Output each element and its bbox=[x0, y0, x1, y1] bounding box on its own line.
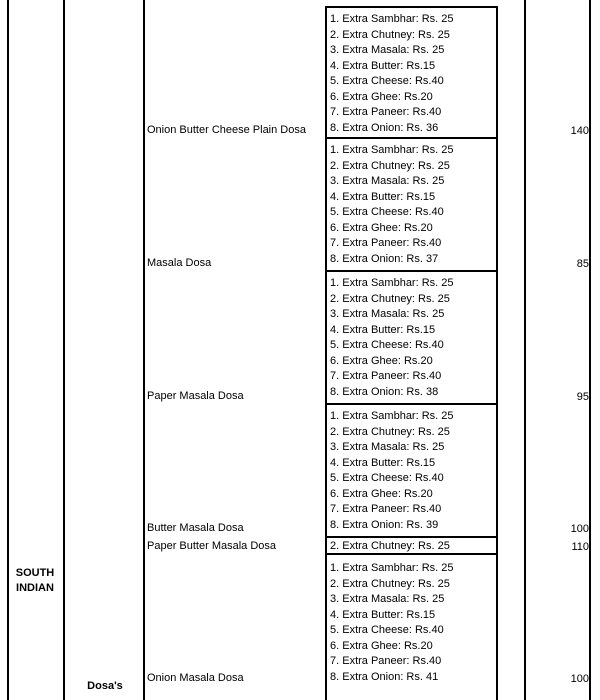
extras-box bbox=[325, 538, 498, 555]
extra-option: 5. Extra Cheese: Rs.40 bbox=[330, 75, 444, 87]
column-divider-3 bbox=[143, 0, 145, 700]
extra-option: 8. Extra Onion: Rs. 38 bbox=[330, 385, 439, 398]
extra-option: 2. Extra Chutney: Rs. 25 bbox=[330, 540, 450, 552]
menu-item-price: 110 bbox=[571, 541, 589, 553]
extra-option: 7. Extra Paneer: Rs.40 bbox=[330, 655, 442, 667]
menu-item-name: Paper Butter Masala Dosa bbox=[147, 540, 277, 552]
menu-item-name: Onion Butter Cheese Plain Dosa bbox=[147, 124, 306, 136]
extra-option: 6. Extra Ghee: Rs.20 bbox=[330, 354, 433, 367]
extra-option: 3. Extra Masala: Rs. 25 bbox=[330, 175, 445, 187]
extra-option: 4. Extra Butter: Rs.15 bbox=[330, 456, 436, 469]
extra-option: 3. Extra Masala: Rs. 25 bbox=[330, 593, 445, 605]
extra-option: 8. Extra Onion: Rs. 41 bbox=[330, 670, 439, 683]
extras-box bbox=[325, 6, 498, 139]
column-divider-5 bbox=[589, 0, 591, 700]
extra-option: 4. Extra Butter: Rs.15 bbox=[330, 59, 436, 72]
extra-option: 7. Extra Paneer: Rs.40 bbox=[330, 106, 442, 118]
extra-option: 3. Extra Masala: Rs. 25 bbox=[330, 441, 445, 453]
menu-item-price: 85 bbox=[576, 258, 589, 270]
extra-option: 8. Extra Onion: Rs. 37 bbox=[330, 252, 439, 265]
extra-option: 7. Extra Paneer: Rs.40 bbox=[330, 503, 442, 515]
extra-option: 4. Extra Butter: Rs.15 bbox=[330, 608, 436, 621]
extra-option: 4. Extra Butter: Rs.15 bbox=[330, 323, 436, 336]
extra-option: 4. Extra Butter: Rs.15 bbox=[330, 190, 436, 203]
menu-item-name: Onion Masala Dosa bbox=[147, 672, 244, 684]
menu-item-price: 140 bbox=[570, 125, 589, 137]
extra-option: 7. Extra Paneer: Rs.40 bbox=[330, 237, 442, 249]
extra-option: 5. Extra Cheese: Rs.40 bbox=[330, 339, 444, 351]
menu-item-price: 100 bbox=[570, 673, 589, 685]
extra-option: 1. Extra Sambhar: Rs. 25 bbox=[330, 13, 454, 25]
extra-option: 7. Extra Paneer: Rs.40 bbox=[330, 370, 442, 382]
extra-option: 6. Extra Ghee: Rs.20 bbox=[330, 639, 433, 652]
menu-item-price: 95 bbox=[576, 391, 589, 403]
extra-option: 2. Extra Chutney: Rs. 25 bbox=[330, 577, 450, 590]
extra-option: 3. Extra Masala: Rs. 25 bbox=[330, 308, 445, 320]
extra-option: 3. Extra Masala: Rs. 25 bbox=[330, 44, 445, 56]
menu-item-name: Butter Masala Dosa bbox=[147, 522, 244, 534]
extra-option: 8. Extra Onion: Rs. 39 bbox=[330, 518, 439, 531]
category-text: SOUTH INDIAN bbox=[15, 567, 55, 594]
extra-option: 2. Extra Chutney: Rs. 25 bbox=[330, 159, 450, 172]
extra-option: 5. Extra Cheese: Rs.40 bbox=[330, 206, 444, 218]
subcategory-text: Dosa's bbox=[87, 680, 123, 692]
extra-option: 6. Extra Ghee: Rs.20 bbox=[330, 221, 433, 234]
extras-box bbox=[325, 272, 498, 405]
menu-item-price: 100 bbox=[570, 523, 589, 535]
extras-box bbox=[325, 139, 498, 272]
extra-option: 5. Extra Cheese: Rs.40 bbox=[330, 472, 444, 484]
extra-option: 1. Extra Sambhar: Rs. 25 bbox=[330, 562, 454, 574]
extra-option: 6. Extra Ghee: Rs.20 bbox=[330, 90, 433, 103]
extra-option: 2. Extra Chutney: Rs. 25 bbox=[330, 425, 450, 438]
column-divider-2 bbox=[63, 0, 65, 700]
menu-item-name: Masala Dosa bbox=[147, 257, 212, 269]
extra-option: 2. Extra Chutney: Rs. 25 bbox=[330, 28, 450, 41]
extra-option: 1. Extra Sambhar: Rs. 25 bbox=[330, 144, 454, 156]
subcategory-label bbox=[66, 679, 144, 693]
extra-option: 1. Extra Sambhar: Rs. 25 bbox=[330, 277, 454, 289]
extra-option: 2. Extra Chutney: Rs. 25 bbox=[330, 292, 450, 305]
extra-option: 6. Extra Ghee: Rs.20 bbox=[330, 487, 433, 500]
category-label bbox=[8, 566, 62, 596]
extra-option: 8. Extra Onion: Rs. 36 bbox=[330, 121, 439, 134]
extra-option: 5. Extra Cheese: Rs.40 bbox=[330, 624, 444, 636]
extras-box bbox=[325, 555, 498, 700]
column-divider-4 bbox=[524, 0, 526, 700]
extras-box bbox=[325, 405, 498, 538]
menu-item-name: Paper Masala Dosa bbox=[147, 390, 244, 402]
extra-option: 1. Extra Sambhar: Rs. 25 bbox=[330, 410, 454, 422]
